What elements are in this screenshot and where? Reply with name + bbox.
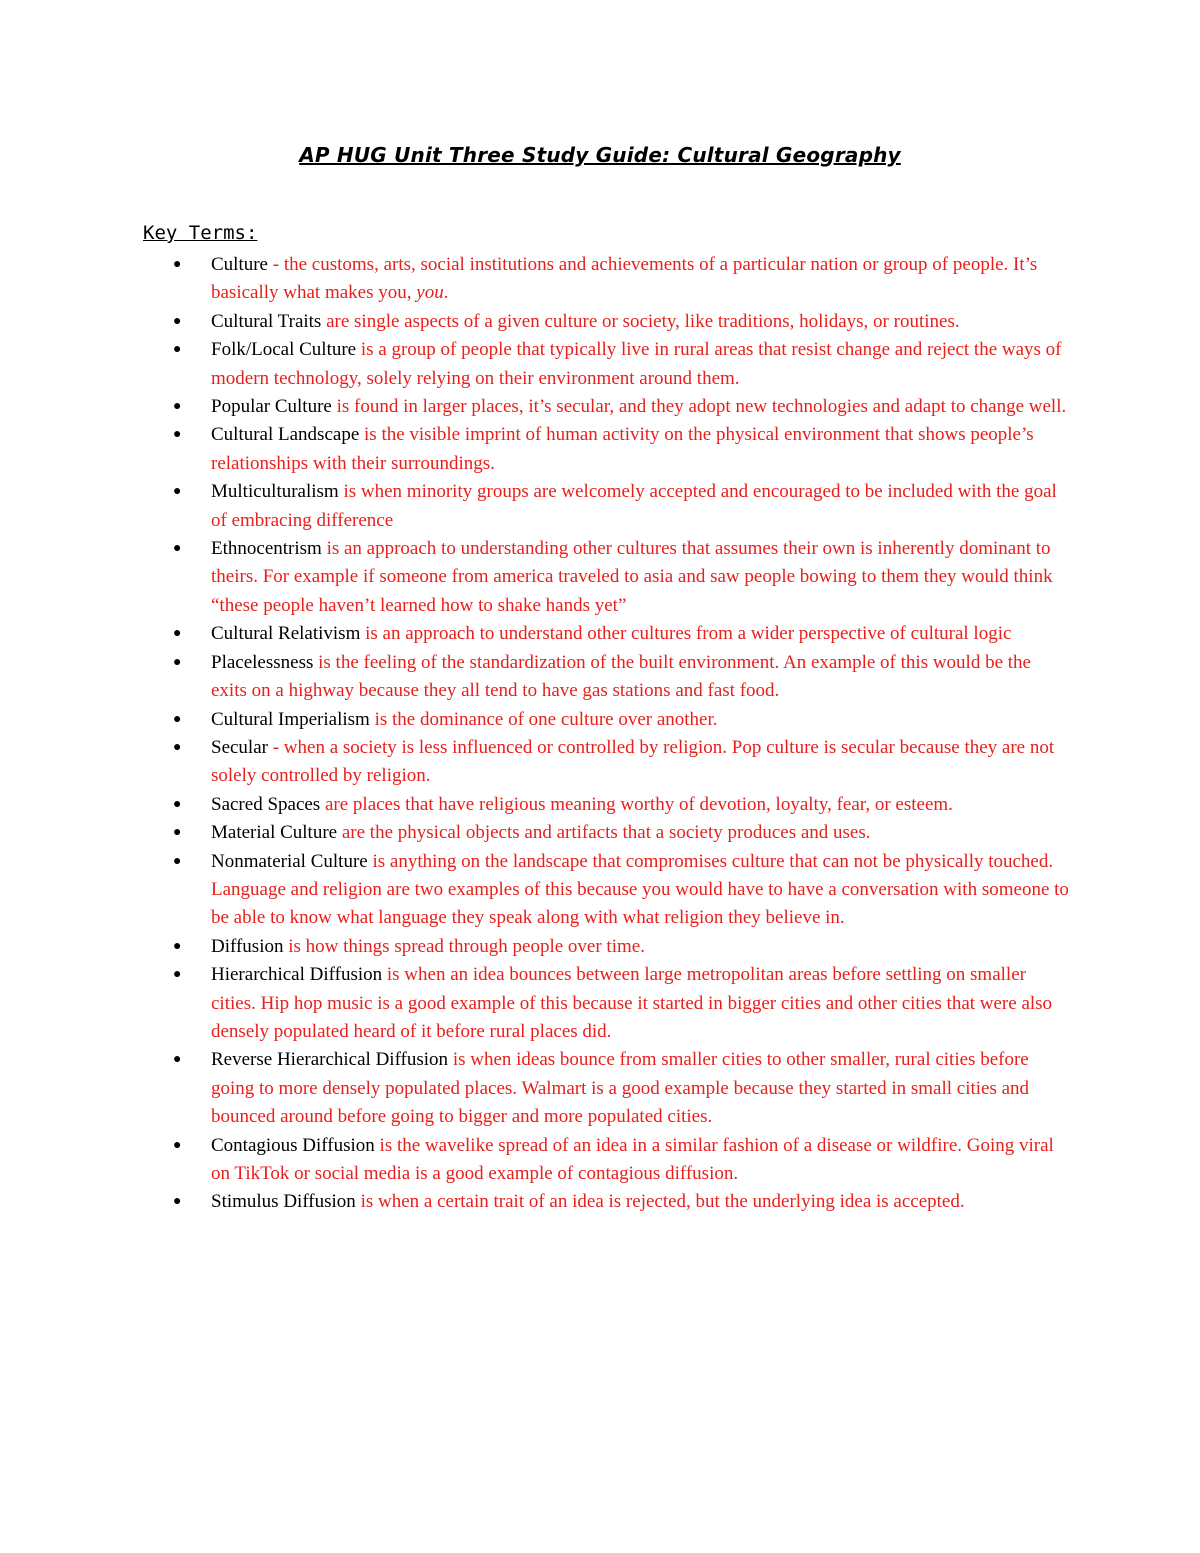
bullet-icon: ● <box>173 796 182 812</box>
list-item <box>170 933 1070 961</box>
bullet-icon: ● <box>173 1052 182 1068</box>
term-label: Reverse Hierarchical Diffusion <box>211 1049 449 1071</box>
bullet-icon: ● <box>173 967 182 983</box>
term-label: Sacred Spaces <box>211 793 321 815</box>
term-emphasis: you <box>416 282 444 304</box>
key-terms-list <box>170 251 1070 1217</box>
term-definition: is anything on the landscape that compromises culture that can not be physically touched. Language and religion are two examples of this because you would have to have a conversation with someone to be able to know what language they speak along with what religion they believe in. <box>211 850 1069 929</box>
term-definition-tail: . <box>443 282 449 304</box>
list-item <box>170 734 1070 791</box>
bullet-icon: ● <box>173 399 182 415</box>
list-item <box>170 848 1070 933</box>
list-item <box>170 308 1070 336</box>
bullet-icon: ● <box>173 853 182 869</box>
list-item <box>170 421 1070 478</box>
term-label: Hierarchical Diffusion <box>211 964 383 986</box>
term-definition: are places that have religious meaning worthy of devotion, loyalty, fear, or esteem. <box>320 793 953 815</box>
term-label: Folk/Local Culture <box>211 339 357 361</box>
bullet-icon: ● <box>173 711 182 727</box>
bullet-icon: ● <box>173 257 182 272</box>
bullet-icon: ● <box>173 739 182 755</box>
term-label: Placelessness <box>211 651 314 673</box>
term-label: Cultural Relativism <box>211 623 361 645</box>
list-item <box>170 251 1070 308</box>
list-item <box>170 393 1070 421</box>
term-label: Ethnocentrism <box>211 538 322 560</box>
list-item <box>170 649 1070 706</box>
list-item <box>170 620 1070 648</box>
term-definition: - when a society is less influenced or controlled by religion. Pop culture is secular because they are not solely controlled by religion. <box>211 736 1055 787</box>
term-label: Cultural Traits <box>211 310 322 332</box>
term-definition: is how things spread through people over time. <box>283 935 645 957</box>
term-definition: is when an idea bounces between large metropolitan areas before settling on smaller cities. Hip hop music is a good example of this because it started in bigger cities and other cities that were also densely populated heard of it before rural places did. <box>211 964 1053 1042</box>
term-label: Cultural Imperialism <box>211 708 370 730</box>
bullet-icon: ● <box>173 938 182 954</box>
term-definition: is an approach to understand other cultures from a wider perspective of cultural logic <box>360 623 1012 645</box>
term-definition: is found in larger places, it’s secular, and they adopt new technologies and adapt to change well. <box>331 396 1067 418</box>
list-item <box>170 1132 1070 1189</box>
term-definition: are single aspects of a given culture or society, like traditions, holidays, or routines. <box>321 310 960 332</box>
term-label: Multiculturalism <box>211 481 339 503</box>
bullet-icon: ● <box>173 626 182 642</box>
bullet-icon: ● <box>173 541 182 557</box>
term-label: Cultural Landscape <box>211 424 360 446</box>
term-definition: is when ideas bounce from smaller cities to other smaller, rural cities before going to more densely populated places. Walmart is a good example because they started in small cities and bounced around before going to bigger and more populated cities. <box>211 1049 1030 1128</box>
list-item <box>170 961 1070 1046</box>
term-definition: is an approach to understanding other cultures that assumes their own is inherently dominant to theirs. For example if someone from america traveled to asia and saw people bowing to them they would think “these people haven’t learned how to shake hands yet” <box>211 538 1053 616</box>
bullet-icon: ● <box>173 313 182 329</box>
term-label: Popular Culture <box>211 396 332 418</box>
list-item <box>170 819 1070 847</box>
list-item <box>170 791 1070 819</box>
list-item <box>170 336 1070 393</box>
bullet-icon: ● <box>173 1194 182 1210</box>
term-definition: is a group of people that typically live in rural areas that resist change and reject the ways of modern technology, solely relying on their environment around them. <box>211 339 1062 389</box>
section-heading: Key Terms: <box>143 222 258 244</box>
bullet-icon: ● <box>173 825 182 841</box>
term-definition: is the feeling of the standardization of the built environment. An example of this would be the exits on a highway because they all tend to have gas stations and fast food. <box>211 651 1031 702</box>
list-item <box>170 535 1070 620</box>
term-label: Material Culture <box>211 822 338 844</box>
term-label: Stimulus Diffusion <box>211 1191 356 1213</box>
bullet-icon: ● <box>173 654 182 670</box>
term-definition: is when minority groups are welcomely accepted and encouraged to be included with the goal of embracing difference <box>211 481 1057 531</box>
list-item <box>170 478 1070 535</box>
bullet-icon: ● <box>173 1137 182 1153</box>
page-title: AP HUG Unit Three Study Guide: Cultural Geography <box>299 143 901 167</box>
term-definition: are the physical objects and artifacts that a society produces and uses. <box>337 822 871 844</box>
list-item <box>170 1188 1070 1216</box>
list-item <box>170 706 1070 734</box>
term-definition: is when a certain trait of an idea is rejected, but the underlying idea is accepted. <box>355 1191 965 1213</box>
list-item <box>170 1046 1070 1131</box>
bullet-icon: ● <box>173 342 182 358</box>
term-definition: is the dominance of one culture over another. <box>369 708 718 730</box>
term-label: Secular <box>211 736 268 758</box>
term-label: Nonmaterial Culture <box>211 850 368 872</box>
bullet-icon: ● <box>173 484 182 500</box>
term-label: Contagious Diffusion <box>211 1134 375 1156</box>
term-label: Diffusion <box>211 935 284 957</box>
term-definition: - the customs, arts, social institutions and achievements of a particular nation or group of people. It’s basically what makes you, <box>211 254 1038 304</box>
term-definition: is the wavelike spread of an idea in a similar fashion of a disease or wildfire. Going viral on TikTok or social media is a good example of contagious diffusion. <box>211 1134 1054 1184</box>
term-definition: is the visible imprint of human activity on the physical environment that shows people’s relationships with their surroundings. <box>211 424 1034 474</box>
term-label: Culture <box>211 254 268 275</box>
bullet-icon: ● <box>173 427 182 443</box>
